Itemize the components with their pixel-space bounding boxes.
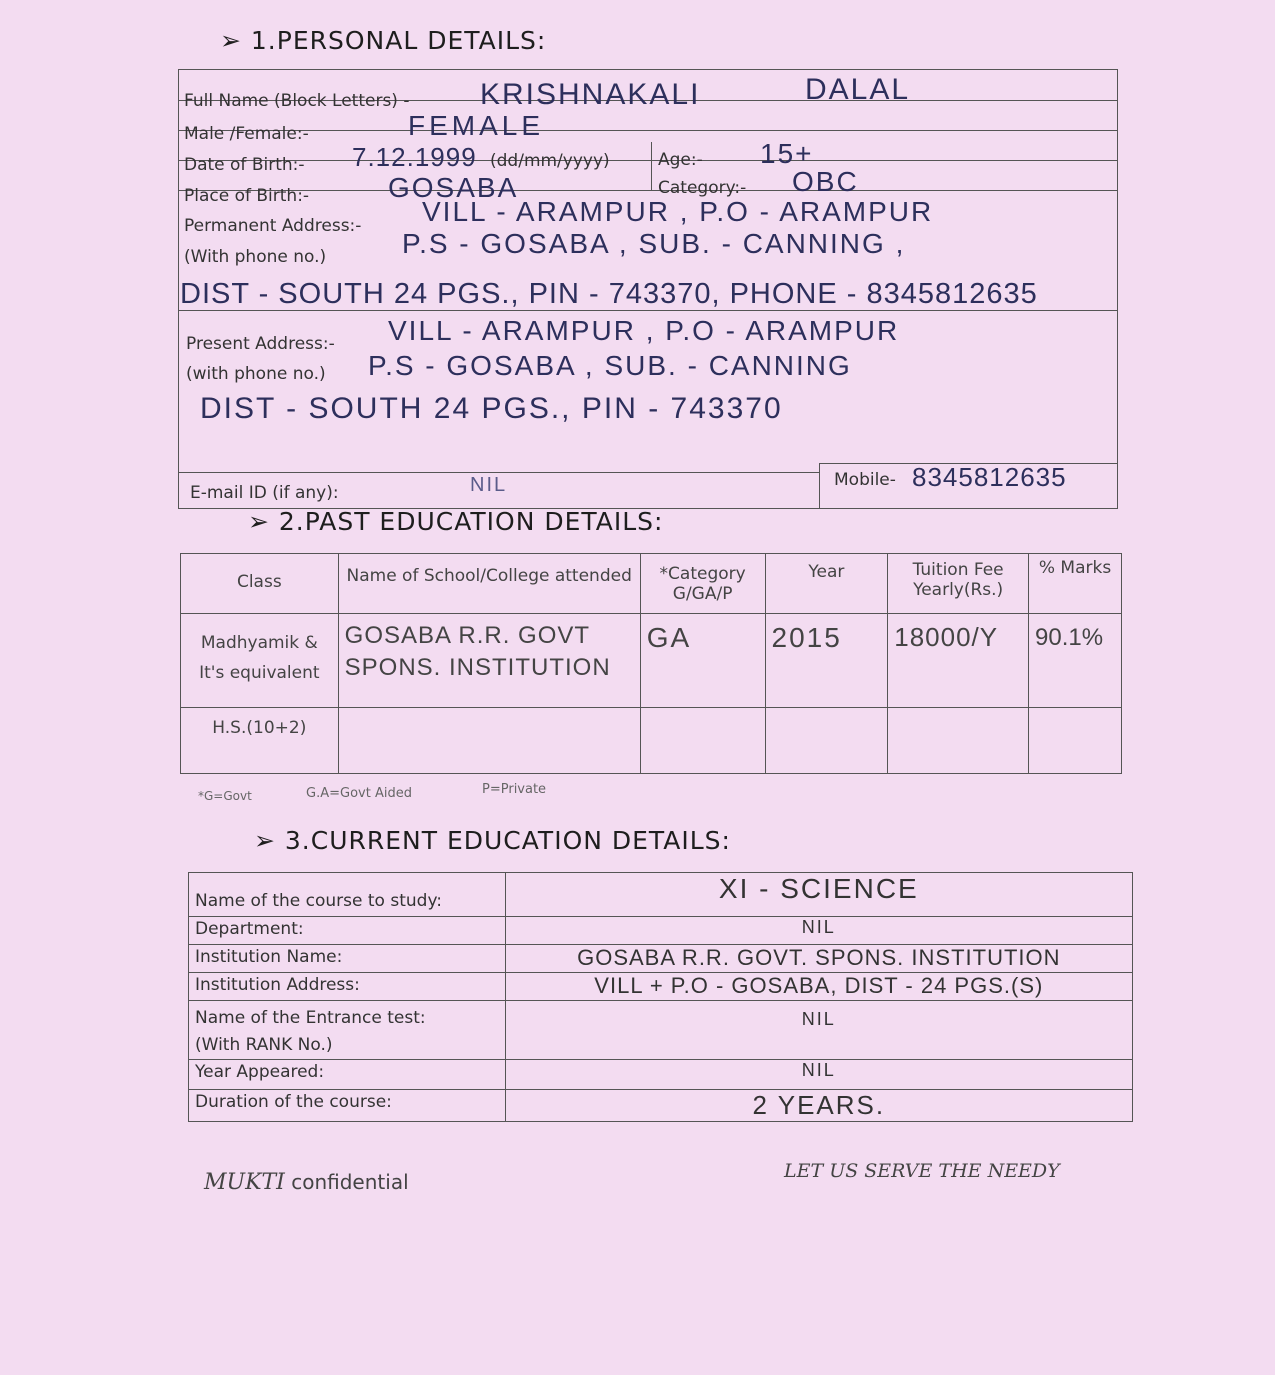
footer-motto: LET US SERVE THE NEEDY (784, 1160, 1060, 1182)
mobile-value: 8345812635 (912, 462, 1067, 492)
age-value: 15+ (760, 138, 814, 169)
permanent-address-line2: P.S - GOSABA , SUB. - CANNING , (402, 228, 906, 259)
permanent-address-line3: DIST - SOUTH 24 PGS., PIN - 743370, PHONE - 8345812635 (180, 278, 1038, 310)
current-education-table (188, 872, 1133, 1122)
footer-confidential (204, 1170, 409, 1195)
row-value: NIL (505, 1001, 1132, 1060)
permanent-address-line1: VILL - ARAMPUR , P.O - ARAMPUR (422, 196, 934, 227)
row-label: Duration of the course: (189, 1090, 506, 1122)
table-row (189, 1090, 1133, 1122)
row-value: NIL (505, 917, 1132, 945)
dob-value: 7.12.1999 (352, 142, 477, 172)
footer-brand: MUKTI (204, 1170, 285, 1195)
row-value: XI - SCIENCE (505, 873, 1132, 917)
full-name-last-value: DALAL (805, 73, 911, 106)
table-row (189, 873, 1133, 917)
col-header-fee: Tuition Fee Yearly(Rs.) (888, 554, 1029, 614)
category-label: Category:- (658, 178, 747, 198)
row-label: Institution Name: (189, 945, 506, 973)
gender-value: FEMALE (408, 110, 545, 141)
row-label: Year Appeared: (189, 1060, 506, 1090)
table-row (181, 708, 1122, 774)
row-label: Department: (189, 917, 506, 945)
row-label: Name of the course to study: (189, 873, 506, 917)
cell-class: Madhyamik & It's equivalent (181, 614, 339, 708)
legend-govt: *G=Govt (198, 789, 252, 803)
cell-school (338, 708, 640, 774)
entrance-test-label: Name of the Entrance test: (195, 1008, 426, 1028)
table-row (189, 917, 1133, 945)
permanent-address-label: Permanent Address:- (184, 216, 362, 236)
col-header-class: Class (181, 554, 339, 614)
row-value: VILL + P.O - GOSABA, DIST - 24 PGS.(S) (505, 973, 1132, 1001)
full-name-first-value: KRISHNAKALI (480, 78, 701, 111)
table-row (189, 973, 1133, 1001)
section-title-past-education: ➢ 2.PAST EDUCATION DETAILS: (248, 507, 664, 536)
age-label: Age:- (658, 150, 703, 170)
col-header-year: Year (765, 554, 888, 614)
present-address-sub: (with phone no.) (186, 364, 326, 384)
cell-category: GA (640, 614, 765, 708)
table-row (189, 1001, 1133, 1060)
section-title-personal: ➢ 1.PERSONAL DETAILS: (220, 26, 547, 55)
cell-marks (1029, 708, 1122, 774)
mobile-label: Mobile- (834, 470, 896, 490)
row-label: Institution Address: (189, 973, 506, 1001)
cell-school: GOSABA R.R. GOVT SPONS. INSTITUTION (338, 614, 640, 708)
table-row (189, 1060, 1133, 1090)
row-label (189, 1001, 506, 1060)
present-address-label: Present Address:- (186, 334, 335, 354)
col-header-school: Name of School/College attended (338, 554, 640, 614)
row-value: 2 YEARS. (505, 1090, 1132, 1122)
permanent-address-sub: (With phone no.) (184, 247, 327, 267)
table-header-row (181, 554, 1122, 614)
cell-category (640, 708, 765, 774)
dob-format: (dd/mm/yyyy) (490, 151, 610, 171)
entrance-test-sublabel: (With RANK No.) (195, 1035, 333, 1055)
cell-year (765, 708, 888, 774)
col-header-marks: % Marks (1029, 554, 1122, 614)
footer-confidential-text: confidential (284, 1170, 409, 1194)
present-address-line2: P.S - GOSABA , SUB. - CANNING (368, 350, 852, 381)
category-value: OBC (792, 166, 859, 197)
table-row (181, 614, 1122, 708)
col-header-category: *Category G/GA/P (640, 554, 765, 614)
row-value: NIL (505, 1060, 1132, 1090)
past-education-table (180, 553, 1122, 774)
dob-label: Date of Birth:- (184, 155, 305, 175)
section-title-current-education: ➢ 3.CURRENT EDUCATION DETAILS: (254, 826, 731, 855)
row-value: GOSABA R.R. GOVT. SPONS. INSTITUTION (505, 945, 1132, 973)
cell-fee: 18000/Y (888, 614, 1029, 708)
cell-class: H.S.(10+2) (181, 708, 339, 774)
place-of-birth-value: GOSABA (388, 172, 519, 203)
place-of-birth-label: Place of Birth:- (184, 186, 310, 206)
full-name-label: Full Name (Block Letters) - (184, 91, 410, 111)
gender-label: Male /Female:- (184, 124, 309, 144)
cell-marks: 90.1% (1029, 614, 1122, 708)
email-label: E-mail ID (if any): (190, 483, 339, 503)
table-row (189, 945, 1133, 973)
email-value: NIL (470, 474, 508, 496)
cell-year: 2015 (765, 614, 888, 708)
cell-fee (888, 708, 1029, 774)
legend-private: P=Private (482, 782, 547, 797)
present-address-line3: DIST - SOUTH 24 PGS., PIN - 743370 (200, 392, 783, 425)
present-address-line1: VILL - ARAMPUR , P.O - ARAMPUR (388, 315, 900, 346)
legend-govt-aided: G.A=Govt Aided (306, 786, 412, 801)
